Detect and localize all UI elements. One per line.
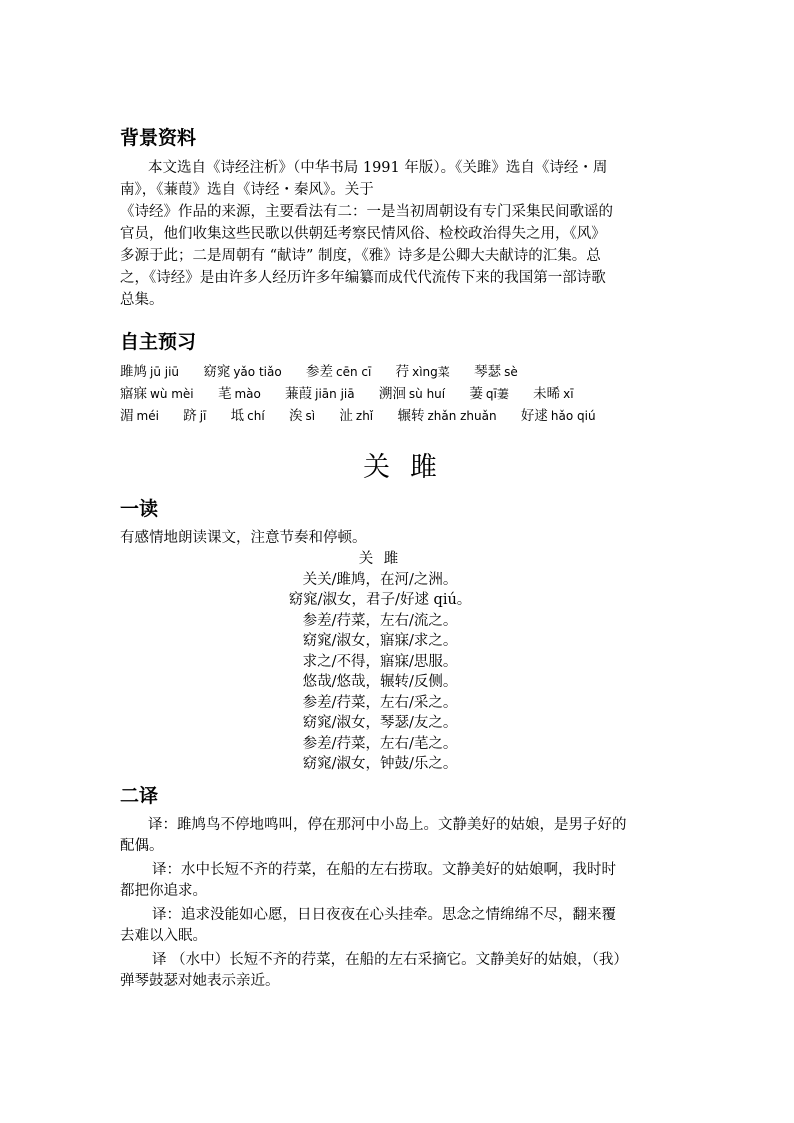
vocab-pinyin: jū jiū	[150, 365, 180, 379]
vocab-word: 坻	[230, 408, 245, 424]
vocab-word: 荇	[395, 364, 410, 380]
vocab-pinyin: sì	[305, 409, 316, 423]
translation-line: 译：雎鸠鸟不停地鸣叫，停在那河中小岛上。文静美好的姑娘，是男子好的	[148, 816, 627, 833]
poem-line: 求之/不得，寤寐/思服。	[302, 653, 458, 670]
vocab-word: 琴瑟	[474, 364, 502, 380]
poem-text	[80, 549, 680, 775]
translation-line: 配偶。	[120, 837, 164, 854]
vocab-item	[120, 361, 179, 383]
vocab-item	[339, 405, 373, 427]
vocab-pinyin: cēn cī	[335, 365, 372, 379]
vocab-word: 未晞	[533, 386, 561, 402]
vocab-word: 窈窕	[203, 364, 231, 380]
vocab-pinyin: zhǐ	[355, 409, 374, 423]
background-heading: 背景资料	[120, 127, 197, 149]
reading-heading: 一读	[120, 498, 159, 520]
vocab-pinyin: qī萋	[485, 387, 509, 401]
background-line: 多源于此；二是周朝有 “献诗” 制度，《雅》诗多是公卿大夫献诗的汇集。总	[120, 248, 601, 264]
vocab-word: 好逑	[520, 408, 548, 424]
translation-heading: 二译	[120, 784, 159, 807]
translation-line: 弹琴鼓瑟对她表示亲近。	[120, 972, 280, 989]
background-line: 《诗经》作品的来源，主要看法有二：一是当初周朝设有专门采集民间歌谣的	[120, 204, 613, 220]
poem-small-title: 关 雎	[358, 551, 402, 567]
translation-line: 译：水中长短不齐的荇菜，在船的左右捞取。文静美好的姑娘啊，我时时	[152, 861, 616, 878]
background-paragraph	[120, 157, 680, 311]
vocab-row	[120, 383, 680, 405]
vocab-item	[474, 361, 518, 383]
vocab-row	[120, 361, 680, 383]
translation-paragraph	[120, 950, 680, 992]
vocab-item	[218, 383, 261, 405]
vocab-word: 参差	[305, 364, 333, 380]
vocab-pinyin: sè	[504, 365, 518, 379]
vocab-pinyin: zhǎn zhuǎn	[427, 409, 497, 423]
document-page	[120, 125, 680, 995]
vocab-pinyin: méi	[136, 409, 159, 423]
vocab-item	[521, 405, 596, 427]
vocab-item	[289, 405, 315, 427]
vocab-pinyin: jī	[199, 409, 207, 423]
reading-instruction: 有感情地朗读课文，注意节奏和停顿。	[120, 530, 367, 546]
translation-line: 都把你追求。	[120, 882, 207, 899]
vocab-pinyin: wù mèi	[150, 387, 194, 401]
translation-line: 译 （水中）长短不齐的荇菜，在船的左右采摘它。文静美好的姑娘，（我）	[152, 951, 628, 968]
vocab-item	[203, 361, 281, 383]
background-line: 总集。	[120, 292, 164, 308]
vocab-item	[231, 405, 265, 427]
translation-body	[120, 815, 680, 992]
vocab-word: 溯洄	[378, 386, 406, 402]
vocab-item	[396, 361, 450, 383]
vocab-pinyin: jiān jiā	[315, 387, 355, 401]
background-line: 本文选自《诗经注析》（中华书局 1991 年版）。《关雎》选自《诗经・周	[148, 160, 608, 176]
translation-paragraph	[120, 860, 680, 902]
translation-line: 去难以入眠。	[120, 927, 207, 944]
vocab-word: 跻	[183, 408, 197, 424]
translation-line: 译：追求没能如心愿，日日夜夜在心头挂牵。思念之情绵绵不尽，翻来覆	[152, 906, 616, 923]
vocab-pinyin: xī	[563, 387, 574, 401]
poem-line: 窈窕/淑女，琴瑟/友之。	[302, 715, 458, 731]
vocab-item	[306, 361, 371, 383]
poem-line: 窈窕/淑女，君子/好逑 qiú。	[288, 592, 472, 608]
vocab-pinyin: mào	[234, 387, 261, 401]
vocab-word: 芼	[217, 386, 232, 402]
vocab-item	[397, 405, 496, 427]
background-line: 之，《诗经》是由许多人经历许多年编纂而成代代流传下来的我国第一部诗歌	[120, 270, 606, 286]
vocab-pinyin: xìng菜	[412, 365, 450, 379]
poem-line: 参差/荇菜，左右/流之。	[302, 612, 458, 629]
vocab-list	[120, 361, 680, 427]
poem-line: 悠哉/悠哉，辗转/反侧。	[302, 674, 458, 690]
vocab-item	[120, 383, 194, 405]
preview-heading: 自主预习	[120, 331, 197, 353]
vocab-word: 寤寐	[120, 386, 147, 402]
poem-line: 窈窕/淑女，钟鼓/乐之。	[302, 756, 458, 772]
vocab-pinyin: yǎo tiǎo	[233, 365, 282, 379]
vocab-row	[120, 405, 680, 427]
translation-paragraph	[120, 905, 680, 947]
vocab-word: 萋	[469, 386, 483, 402]
poem-title: 关雎	[363, 452, 457, 483]
vocab-item	[533, 383, 573, 405]
poem-line: 参差/荇菜，左右/芼之。	[302, 735, 458, 752]
background-line: 南》，《蒹葭》选自《诗经・秦风》。关于	[120, 182, 374, 198]
vocab-word: 辗转	[397, 408, 425, 424]
vocab-pinyin: chí	[247, 409, 265, 423]
vocab-word: 沚	[339, 408, 353, 424]
vocab-item	[120, 405, 159, 427]
vocab-pinyin: hǎo qiú	[550, 409, 596, 423]
vocab-word: 蒹葭	[285, 386, 313, 402]
poem-line: 参差/荇菜，左右/采之。	[302, 694, 458, 711]
poem-line: 窈窕/淑女，寤寐/求之。	[302, 633, 458, 649]
vocab-word: 雎鸠	[120, 364, 147, 380]
vocab-word: 涘	[289, 408, 303, 424]
background-line: 官员，他们收集这些民歌以供朝廷考察民情风俗、检校政治得失之用，《风》	[120, 226, 606, 242]
vocab-item	[469, 383, 508, 405]
translation-paragraph	[120, 815, 680, 857]
vocab-pinyin: sù huí	[408, 387, 446, 401]
vocab-item	[183, 405, 206, 427]
vocab-word: 湄	[120, 408, 134, 424]
vocab-item	[285, 383, 354, 405]
poem-line: 关关/雎鸠，在河/之洲。	[302, 571, 458, 588]
vocab-item	[379, 383, 445, 405]
